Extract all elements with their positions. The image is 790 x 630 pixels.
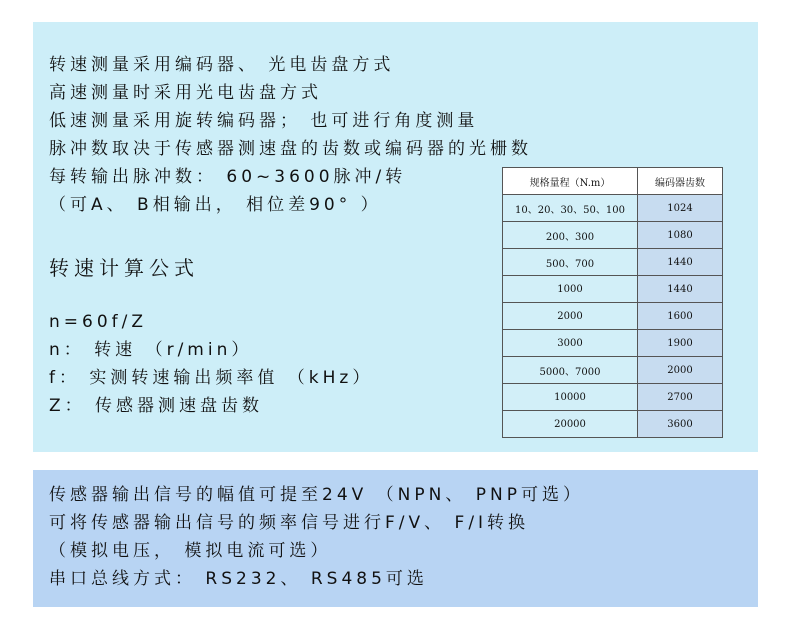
range-cell: 500、700 bbox=[503, 249, 638, 276]
table-header-row bbox=[503, 168, 723, 195]
table-row bbox=[503, 222, 723, 249]
range-cell: 5000、7000 bbox=[503, 357, 638, 384]
range-cell: 10000 bbox=[503, 384, 638, 411]
range-cell: 200、300 bbox=[503, 222, 638, 249]
table-row bbox=[503, 384, 723, 411]
range-cell: 2000 bbox=[503, 303, 638, 330]
desc-line: 低速测量采用旋转编码器； 也可进行角度测量 bbox=[49, 111, 479, 131]
desc-line: 每转输出脉冲数： 60~3600脉冲/转 bbox=[49, 167, 407, 187]
table-row bbox=[503, 357, 723, 384]
range-cell: 20000 bbox=[503, 411, 638, 438]
encoder-spec-table bbox=[502, 167, 723, 438]
teeth-cell: 3600 bbox=[638, 411, 723, 438]
teeth-cell: 1024 bbox=[638, 195, 723, 222]
desc-line: （可A、 B相输出， 相位差90° ） bbox=[49, 195, 382, 215]
teeth-cell: 2000 bbox=[638, 357, 723, 384]
formula-line: n： 转速 （r/min） bbox=[49, 340, 253, 360]
teeth-cell: 1080 bbox=[638, 222, 723, 249]
teeth-cell: 1600 bbox=[638, 303, 723, 330]
column-header-teeth: 编码器齿数 bbox=[638, 168, 723, 195]
table-row bbox=[503, 303, 723, 330]
teeth-cell: 1440 bbox=[638, 276, 723, 303]
column-header-range: 规格量程（N.m） bbox=[503, 168, 638, 195]
range-cell: 3000 bbox=[503, 330, 638, 357]
teeth-cell: 1440 bbox=[638, 249, 723, 276]
desc-line: 脉冲数取决于传感器测速盘的齿数或编码器的光栅数 bbox=[49, 139, 532, 159]
table-row bbox=[503, 195, 723, 222]
desc-line: 转速测量采用编码器、 光电齿盘方式 bbox=[49, 55, 395, 75]
table-row bbox=[503, 330, 723, 357]
range-cell: 1000 bbox=[503, 276, 638, 303]
table-row bbox=[503, 411, 723, 438]
output-line: （模拟电压， 模拟电流可选） bbox=[49, 541, 332, 561]
output-line: 可将传感器输出信号的频率信号进行F/V、 F/I转换 bbox=[49, 513, 530, 533]
output-line: 串口总线方式： RS232、 RS485可选 bbox=[49, 569, 428, 589]
range-cell: 10、20、30、50、100 bbox=[503, 195, 638, 222]
table-row bbox=[503, 276, 723, 303]
table-row bbox=[503, 249, 723, 276]
formula-title: 转速计算公式 bbox=[49, 256, 199, 280]
output-line: 传感器输出信号的幅值可提至24V （NPN、 PNP可选） bbox=[49, 485, 584, 505]
teeth-cell: 1900 bbox=[638, 330, 723, 357]
formula-line: Z： 传感器测速盘齿数 bbox=[49, 396, 264, 416]
desc-line: 高速测量时采用光电齿盘方式 bbox=[49, 83, 322, 103]
teeth-cell: 2700 bbox=[638, 384, 723, 411]
formula-line: f： 实测转速输出频率值 （kHz） bbox=[49, 368, 374, 388]
formula-line: n=60f/Z bbox=[49, 312, 148, 332]
